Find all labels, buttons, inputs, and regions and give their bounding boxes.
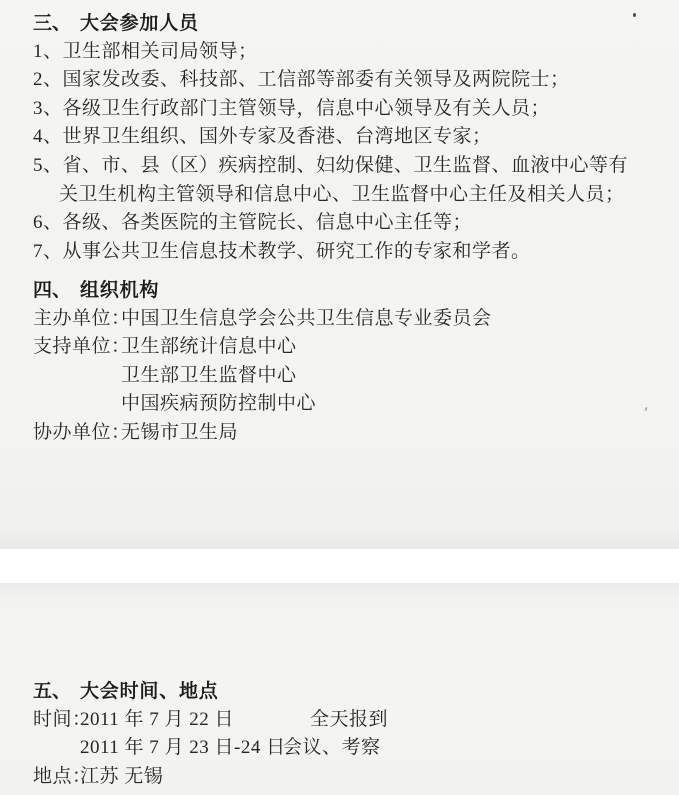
schedule-row-label: 地点： xyxy=(33,765,92,787)
section-number: 五、 xyxy=(33,680,72,702)
org-row-label: 协办单位： xyxy=(33,421,131,443)
org-row xyxy=(33,390,653,419)
section-organization xyxy=(33,276,653,448)
schedule-row xyxy=(33,734,653,763)
list-item: 7、从事公共卫生信息技术教学、研究工作的专家和学者。 xyxy=(33,240,531,262)
org-row xyxy=(33,305,653,334)
schedule-row-label: 时间： xyxy=(33,708,92,730)
org-row-value: 中国卫生信息学会公共卫生信息专业委员会 xyxy=(121,307,492,329)
list-item: 6、各级、各类医院的主管院长、信息中心主任等； xyxy=(33,212,473,234)
org-row-value: 无锡市卫生局 xyxy=(121,421,239,443)
schedule-date: 2011 年 7 月 23 日-24 日 xyxy=(80,737,286,759)
org-row-label: 支持单位： xyxy=(33,336,131,358)
org-row xyxy=(33,419,653,448)
section-schedule-heading xyxy=(33,677,653,706)
org-row-label: 主办单位： xyxy=(33,307,131,329)
list-item: 5、省、市、县（区）疾病控制、妇幼保健、卫生监督、血液中心等有 xyxy=(33,154,629,176)
section-title: 大会参加人员 xyxy=(80,12,199,34)
schedule-activity: 会议、考察 xyxy=(283,737,381,759)
org-row-value: 卫生部卫生监督中心 xyxy=(121,364,297,386)
section-number: 四、 xyxy=(33,279,72,301)
list-item: 3、各级卫生行政部门主管领导，信息中心领导及有关人员； xyxy=(33,97,551,119)
section-participants-heading xyxy=(33,9,653,38)
section-organization-heading xyxy=(33,276,653,305)
org-row-value: 卫生部统计信息中心 xyxy=(121,336,297,358)
section-participants xyxy=(33,9,653,266)
section-title: 大会时间、地点 xyxy=(80,680,219,702)
list-item-continuation: 关卫生机构主管领导和信息中心、卫生监督中心主任及相关人员； xyxy=(59,183,625,205)
schedule-activity: 全天报到 xyxy=(310,708,389,730)
org-row xyxy=(33,362,653,391)
org-row xyxy=(33,333,653,362)
org-row-value: 中国疾病预防控制中心 xyxy=(121,393,317,415)
list-item: 1、卫生部相关司局领导； xyxy=(33,40,258,62)
section-number: 三、 xyxy=(33,12,72,34)
section-title: 组织机构 xyxy=(80,279,160,301)
list-item: 2、国家发改委、科技部、工信部等部委有关领导及两院院士； xyxy=(33,69,570,91)
list-item: 4、世界卫生组织、国外专家及香港、台湾地区专家； xyxy=(33,126,492,148)
schedule-row xyxy=(33,706,653,735)
schedule-location: 江苏 无锡 xyxy=(80,765,164,787)
section-schedule xyxy=(33,677,653,791)
schedule-date: 2011 年 7 月 22 日 xyxy=(80,708,235,730)
schedule-row xyxy=(33,763,653,792)
